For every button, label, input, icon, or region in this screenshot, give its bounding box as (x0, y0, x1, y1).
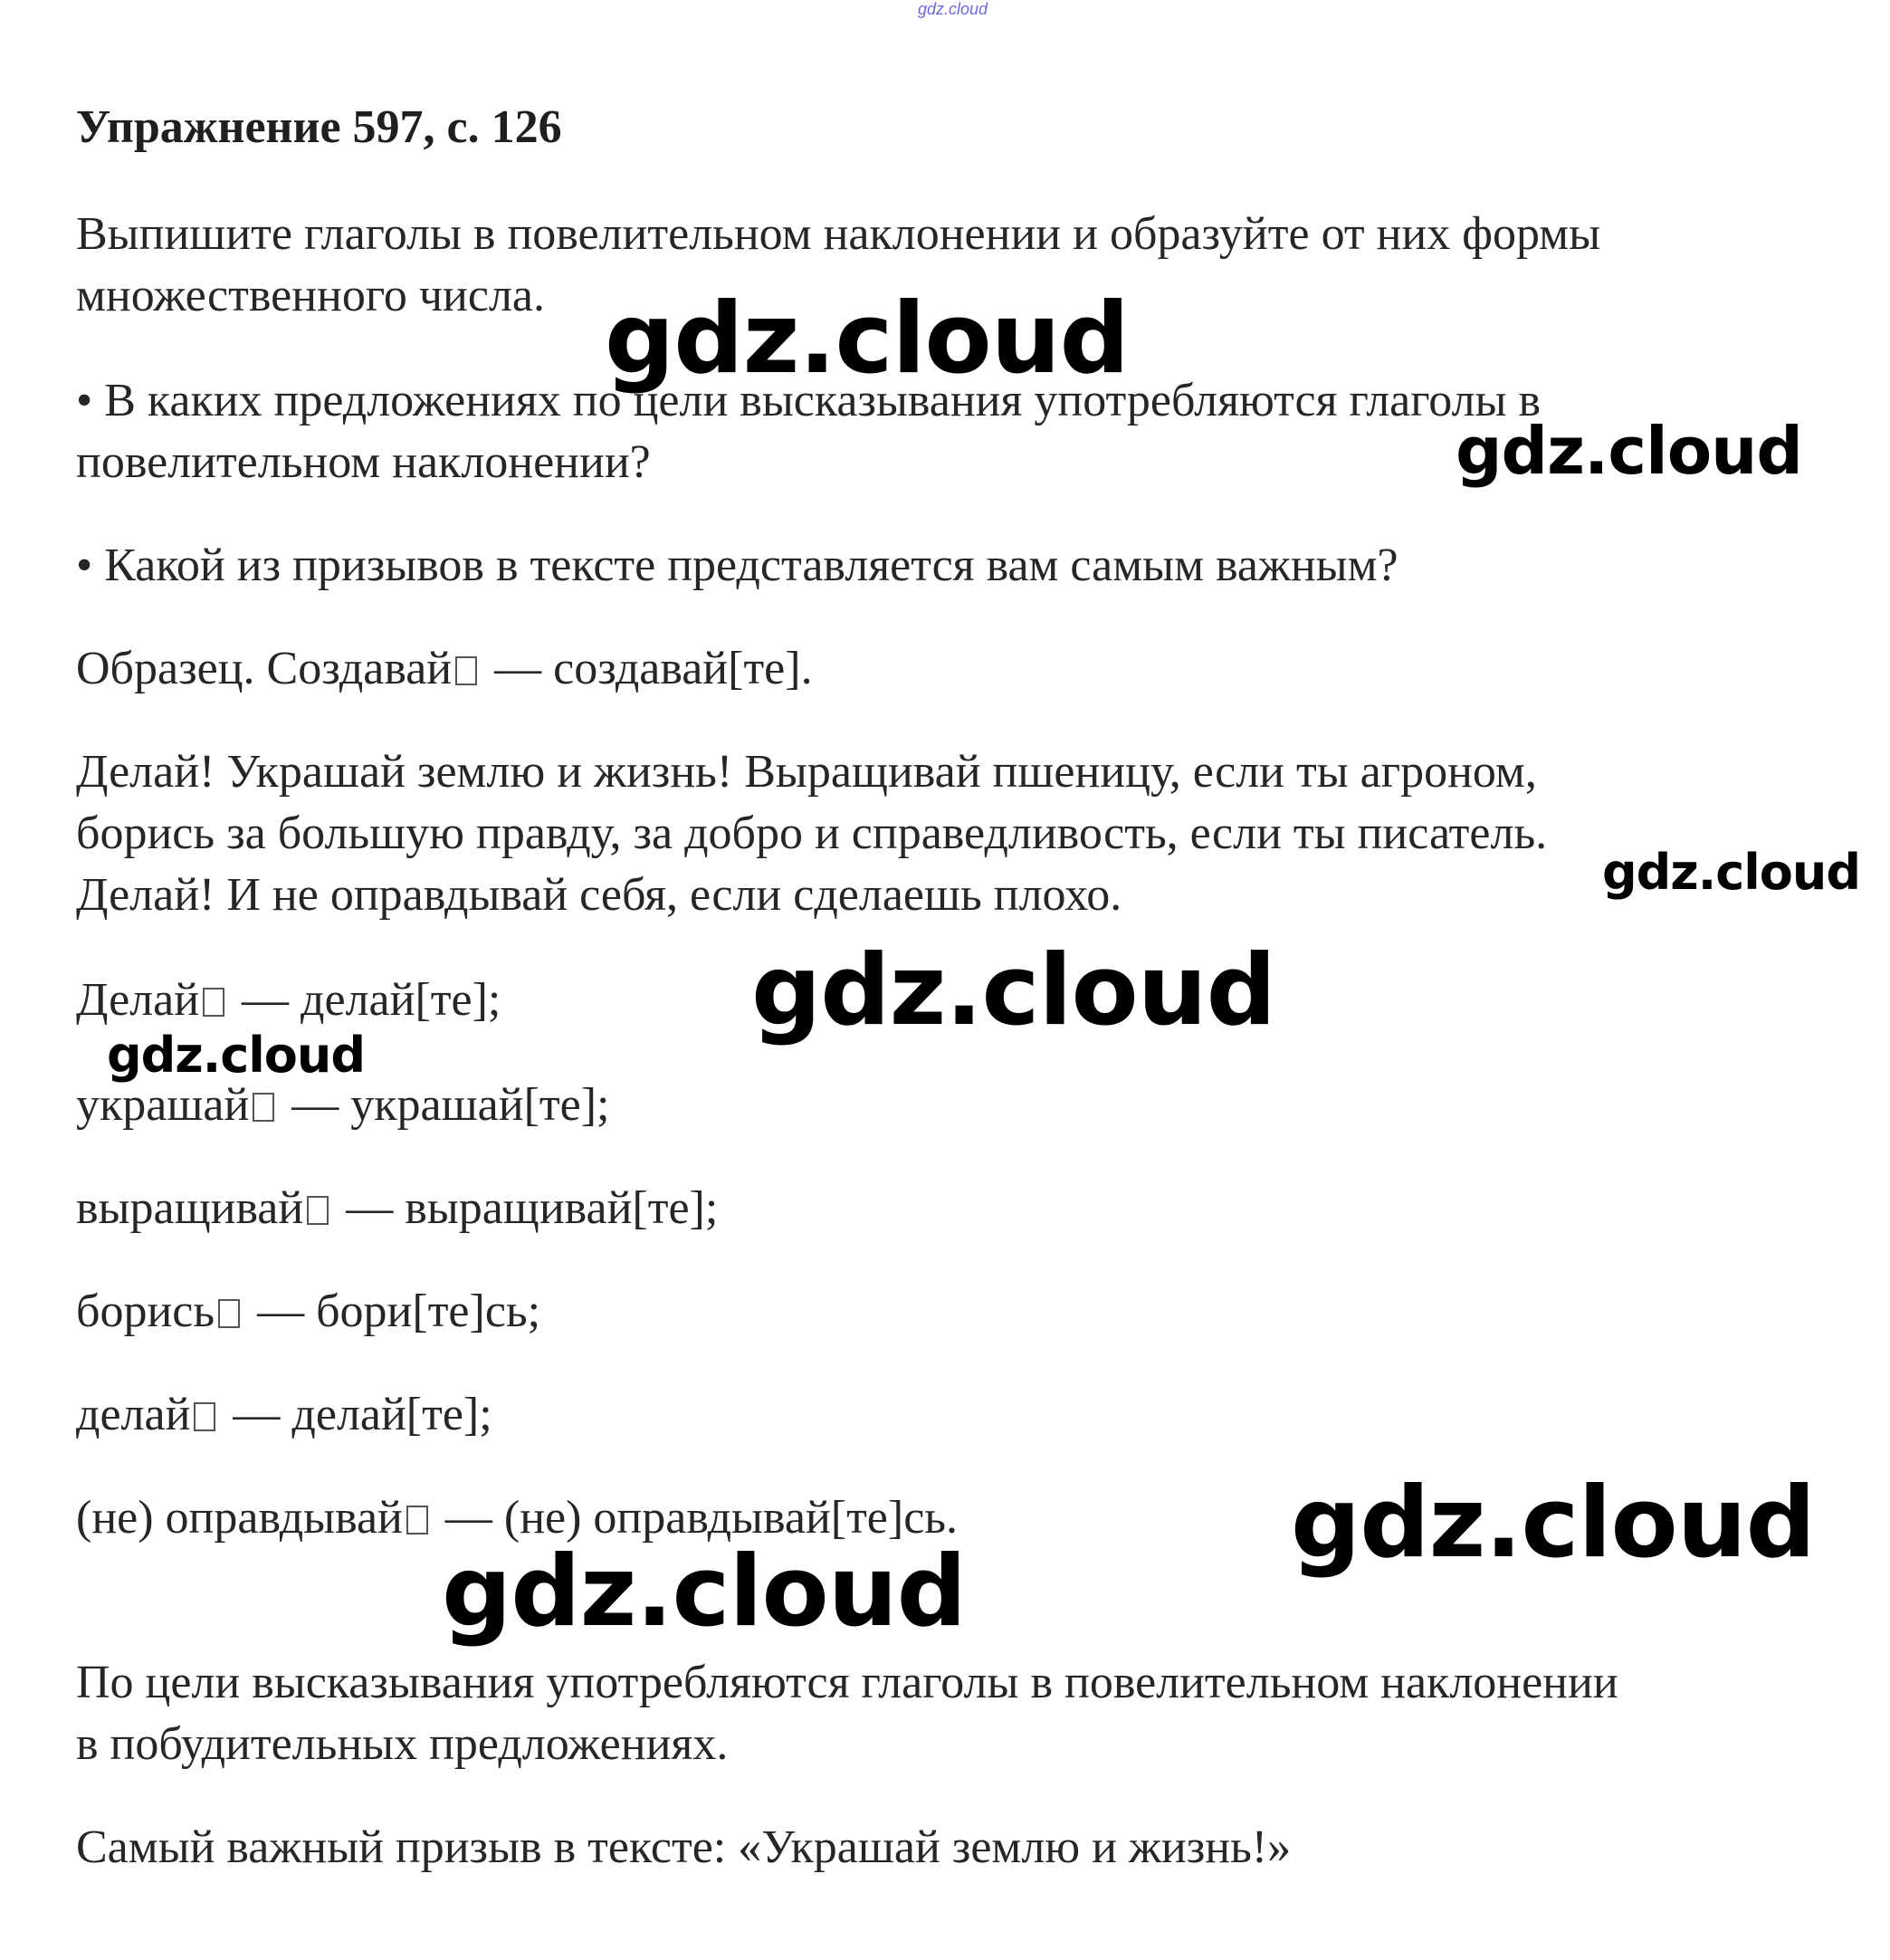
text-line-1: Делай! Украшай землю и жизнь! Выращивай пшеницу, если ты агроном, (76, 746, 1537, 798)
answer-rest: — бори[те]сь; (245, 1286, 541, 1337)
ending-box-icon (307, 1196, 329, 1225)
final-answer: Самый важный призыв в тексте: «Украшай землю и жизнь!» (76, 1821, 1292, 1873)
answer-line (76, 1385, 492, 1445)
watermark: gdz.cloud (1456, 413, 1802, 489)
ending-box-icon (455, 656, 477, 685)
watermark: gdz.cloud (1291, 1467, 1815, 1580)
answer-line (76, 1282, 540, 1342)
ending-box-icon (406, 1506, 428, 1535)
question1-line-1: • В каких предложениях по цели высказывания употребляются глаголы в (76, 375, 1542, 426)
text-line-3: Делай! И не оправдывай себя, если сделаешь плохо. (76, 869, 1122, 921)
answer-rest: — выращивай[те]; (334, 1182, 719, 1234)
conclusion-line-2: в побудительных предложениях. (76, 1718, 729, 1770)
ending-box-icon (218, 1299, 240, 1328)
exercise-title: Упражнение 597, с. 126 (76, 101, 562, 153)
watermark: gdz.cloud (605, 282, 1129, 396)
answer-rest: — делай[те]; (230, 974, 501, 1026)
answer-word: украшай (76, 1079, 250, 1131)
answer-line (76, 970, 501, 1030)
ending-box-icon (194, 1402, 215, 1431)
answer-rest: — украшай[те]; (280, 1079, 610, 1131)
sample-prefix: Образец. Создавай (76, 643, 453, 694)
answer-word: Делай (76, 974, 200, 1026)
text-line-2: борись за большую правду, за добро и справедливость, если ты писатель. (76, 808, 1548, 859)
question1-line-2: повелительном наклонении? (76, 436, 651, 488)
conclusion-line-1: По цели высказывания употребляются глаголы в повелительном наклонении (76, 1657, 1618, 1708)
answer-word: (не) оправдывай (76, 1492, 403, 1544)
answer-word: борись (76, 1286, 215, 1337)
watermark: gdz.cloud (442, 1535, 966, 1649)
task-line-1: Выпишите глаголы в повелительном наклонении и образуйте от них формы (76, 208, 1601, 260)
answer-rest: — делай[те]; (221, 1389, 492, 1440)
answer-rest: — (не) оправдывай[те]сь. (433, 1492, 958, 1544)
watermark: gdz.cloud (751, 934, 1275, 1047)
watermark: gdz.cloud (107, 1027, 365, 1084)
header-watermark: gdz.cloud (918, 0, 988, 18)
answer-word: делай (76, 1389, 191, 1440)
ending-box-icon (203, 988, 224, 1017)
answer-word: выращивай (76, 1182, 304, 1234)
question2: • Какой из призывов в тексте представляется вам самым важным? (76, 540, 1398, 591)
sample-line (76, 639, 813, 699)
sample-suffix: — создавай[те]. (482, 643, 813, 694)
answer-line (76, 1179, 718, 1238)
watermark: gdz.cloud (1602, 844, 1860, 901)
answer-line (76, 1076, 609, 1135)
task-line-2: множественного числа. (76, 270, 545, 321)
ending-box-icon (253, 1093, 274, 1122)
